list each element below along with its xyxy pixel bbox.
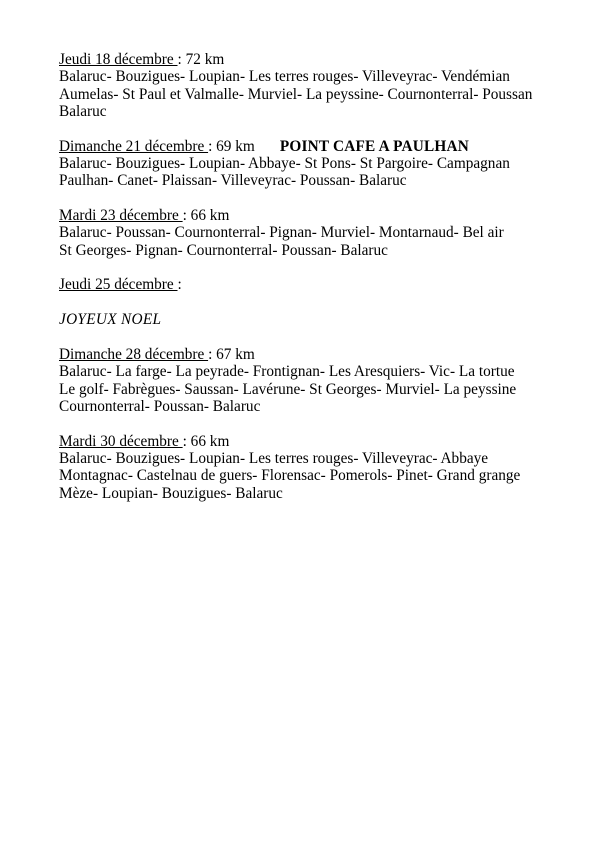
schedule-entry xyxy=(59,276,559,328)
entry-heading xyxy=(59,276,559,293)
route-line: Balaruc- Poussan- Cournonterral- Pignan- Murviel- Montarnaud- Bel air xyxy=(59,224,504,242)
holiday-message: JOYEUX NOEL xyxy=(59,311,162,329)
schedule-entry xyxy=(59,346,559,415)
entry-date: Dimanche 28 décembre xyxy=(59,345,209,363)
entry-route xyxy=(59,363,559,415)
route-line: Balaruc- Bouzigues- Loupian- Abbaye- St Pons- St Pargoire- Campagnan xyxy=(59,155,510,173)
entry-heading xyxy=(59,51,559,68)
entry-distance: : 69 km xyxy=(208,137,255,155)
route-line: St Georges- Pignan- Cournonterral- Poussan- Balaruc xyxy=(59,241,388,259)
entry-route xyxy=(59,155,559,190)
route-line: Balaruc- Bouzigues- Loupian- Les terres rouges- Villeveyrac- Vendémian xyxy=(59,68,510,86)
entry-date: Dimanche 21 décembre xyxy=(59,137,209,155)
entry-date: Mardi 30 décembre xyxy=(59,432,183,450)
route-line: Le golf- Fabrègues- Saussan- Lavérune- St Georges- Murviel- La peyssine xyxy=(59,380,517,398)
entry-heading xyxy=(59,346,559,363)
entry-date: Jeudi 25 décembre xyxy=(59,276,178,294)
entry-route xyxy=(59,224,559,259)
schedule-entry xyxy=(59,51,559,120)
document-content xyxy=(59,51,559,502)
entry-distance: : 67 km xyxy=(208,345,255,363)
route-line: Balaruc- Bouzigues- Loupian- Les terres rouges- Villeveyrac- Abbaye xyxy=(59,449,489,467)
route-line: Paulhan- Canet- Plaissan- Villeveyrac- Poussan- Balaruc xyxy=(59,172,407,190)
entry-route xyxy=(59,68,559,120)
route-line: Balaruc xyxy=(59,103,107,121)
entry-distance: : 72 km xyxy=(177,51,225,68)
entry-date: Jeudi 18 décembre xyxy=(59,51,178,68)
entry-heading xyxy=(59,207,559,224)
entry-date: Mardi 23 décembre xyxy=(59,207,183,225)
entry-heading xyxy=(59,433,559,450)
entry-distance: : xyxy=(177,276,182,294)
entry-distance: : 66 km xyxy=(182,207,230,225)
schedule-entry xyxy=(59,207,559,259)
entry-route xyxy=(59,450,559,502)
route-line: Balaruc- La farge- La peyrade- Frontignan- Les Aresquiers- Vic- La tortue xyxy=(59,363,515,381)
entry-heading xyxy=(59,138,559,155)
schedule-entry xyxy=(59,433,559,502)
route-line: Montagnac- Castelnau de guers- Florensac- Pomerols- Pinet- Grand grange xyxy=(59,467,521,485)
entry-note: POINT CAFE A PAULHAN xyxy=(279,137,469,155)
route-line: Mèze- Loupian- Bouzigues- Balaruc xyxy=(59,484,283,502)
route-line: Cournonterral- Poussan- Balaruc xyxy=(59,397,261,415)
schedule-entry xyxy=(59,138,559,190)
entry-distance: : 66 km xyxy=(182,432,230,450)
route-line: Aumelas- St Paul et Valmalle- Murviel- La peyssine- Cournonterral- Poussan xyxy=(59,85,533,103)
